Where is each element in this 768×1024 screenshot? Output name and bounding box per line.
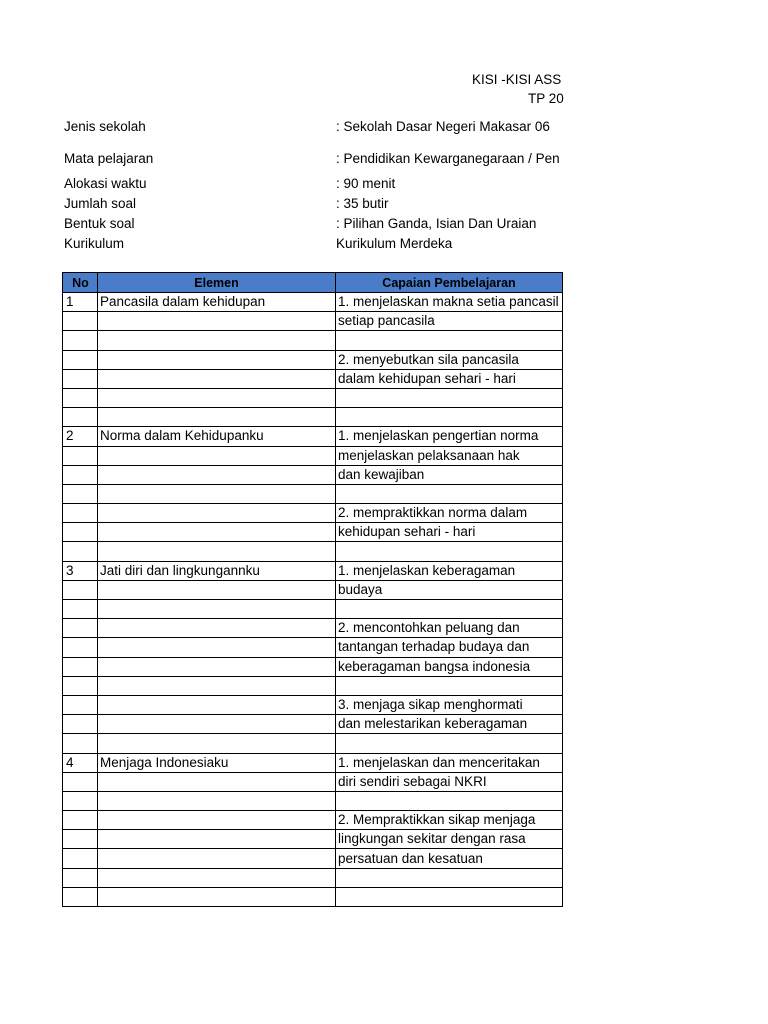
cell-elemen [98,465,336,484]
cell-capaian [336,542,563,561]
cell-capaian: lingkungan sekitar dengan rasa [336,830,563,849]
cell-elemen [98,312,336,331]
cell-no [63,830,98,849]
table-row [63,580,563,599]
cell-elemen [98,408,336,427]
table-row [63,331,563,350]
info-value-question-count: : 35 butir [336,196,389,211]
column-header-elemen: Elemen [98,273,336,293]
cell-capaian: menjelaskan pelaksanaan hak [336,446,563,465]
cell-elemen [98,734,336,753]
cell-elemen [98,791,336,810]
cell-no [63,676,98,695]
cell-elemen [98,369,336,388]
cell-no [63,734,98,753]
cell-capaian: 2. Mempraktikkan sikap menjaga [336,811,563,830]
table-row [63,715,563,734]
cell-elemen [98,887,336,906]
cell-elemen: Menjaga Indonesiaku [98,753,336,772]
cell-no [63,369,98,388]
cell-elemen [98,523,336,542]
table-row [63,638,563,657]
cell-capaian: budaya [336,580,563,599]
info-value-time: : 90 menit [336,176,396,191]
cell-elemen [98,811,336,830]
table-row [63,312,563,331]
cell-no [63,446,98,465]
cell-no [63,791,98,810]
cell-elemen [98,542,336,561]
table-row [63,465,563,484]
cell-elemen: Norma dalam Kehidupanku [98,427,336,446]
cell-capaian: 1. menjelaskan dan menceritakan [336,753,563,772]
table-row [63,427,563,446]
table-header-row [63,273,563,293]
cell-elemen [98,772,336,791]
cell-no [63,868,98,887]
cell-no: 3 [63,561,98,580]
cell-no [63,600,98,619]
cell-elemen [98,657,336,676]
table-row [63,504,563,523]
cell-capaian: 1. menjelaskan keberagaman [336,561,563,580]
table-row [63,734,563,753]
table-row [63,600,563,619]
info-value-school-type: : Sekolah Dasar Negeri Makasar 06 [336,119,550,134]
table-row [63,408,563,427]
cell-capaian [336,331,563,350]
table-row [63,293,563,312]
cell-no [63,504,98,523]
cell-no [63,312,98,331]
table-row [63,619,563,638]
cell-elemen [98,619,336,638]
cell-elemen [98,580,336,599]
cell-no: 2 [63,427,98,446]
cell-capaian [336,388,563,407]
cell-no [63,388,98,407]
info-label-question-count: Jumlah soal [64,196,137,211]
cell-elemen [98,504,336,523]
cell-capaian: persatuan dan kesatuan [336,849,563,868]
cell-elemen [98,446,336,465]
table-row [63,830,563,849]
info-value-curriculum: Kurikulum Merdeka [336,236,453,251]
info-value-subject: : Pendidikan Kewarganegaraan / Pen [336,151,560,166]
cell-capaian [336,734,563,753]
cell-capaian [336,600,563,619]
cell-elemen [98,350,336,369]
kisi-table [62,272,563,907]
document-subtitle: TP 20 [528,91,564,106]
cell-no [63,484,98,503]
cell-elemen [98,638,336,657]
document-title: KISI -KISI ASS [472,72,562,87]
cell-no: 1 [63,293,98,312]
info-label-school-type: Jenis sekolah [64,119,146,134]
cell-capaian [336,868,563,887]
cell-elemen [98,868,336,887]
cell-elemen [98,695,336,714]
cell-no: 4 [63,753,98,772]
cell-no [63,811,98,830]
cell-no [63,715,98,734]
table-row [63,388,563,407]
cell-capaian: 1. menjelaskan pengertian norma [336,427,563,446]
cell-capaian: 1. menjelaskan makna setia pancasil [336,293,563,312]
cell-no [63,331,98,350]
column-header-capaian: Capaian Pembelajaran [336,273,563,293]
table-row [63,542,563,561]
table-row [63,676,563,695]
info-label-subject: Mata pelajaran [64,151,154,166]
cell-no [63,772,98,791]
cell-capaian: 2. mempraktikkan norma dalam [336,504,563,523]
cell-capaian: 2. mencontohkan peluang dan [336,619,563,638]
cell-elemen [98,849,336,868]
cell-no [63,350,98,369]
table-row [63,868,563,887]
cell-elemen [98,830,336,849]
info-label-curriculum: Kurikulum [64,236,125,251]
cell-capaian [336,791,563,810]
table-row [63,523,563,542]
cell-no [63,695,98,714]
info-label-question-form: Bentuk soal [64,216,135,231]
cell-capaian: dalam kehidupan sehari - hari [336,369,563,388]
cell-elemen [98,676,336,695]
cell-capaian [336,484,563,503]
cell-capaian: 2. menyebutkan sila pancasila [336,350,563,369]
info-label-time: Alokasi waktu [64,176,147,191]
cell-no [63,849,98,868]
cell-capaian [336,408,563,427]
cell-capaian: dan kewajiban [336,465,563,484]
table-row [63,849,563,868]
table-row [63,695,563,714]
table-row [63,887,563,906]
cell-elemen [98,388,336,407]
cell-capaian: setiap pancasila [336,312,563,331]
table-row [63,657,563,676]
cell-no [63,523,98,542]
table-row [63,753,563,772]
cell-elemen: Jati diri dan lingkungannku [98,561,336,580]
cell-capaian: keberagaman bangsa indonesia [336,657,563,676]
cell-no [63,580,98,599]
cell-capaian: diri sendiri sebagai NKRI [336,772,563,791]
cell-capaian: 3. menjaga sikap menghormati [336,695,563,714]
cell-no [63,542,98,561]
cell-no [63,657,98,676]
cell-elemen [98,484,336,503]
cell-capaian: tantangan terhadap budaya dan [336,638,563,657]
table-row [63,350,563,369]
table-row [63,791,563,810]
cell-capaian: kehidupan sehari - hari [336,523,563,542]
table-row [63,561,563,580]
cell-no [63,638,98,657]
column-header-no: No [63,273,98,293]
cell-no [63,465,98,484]
cell-no [63,619,98,638]
info-value-question-form: : Pilihan Ganda, Isian Dan Uraian [336,216,537,231]
cell-elemen: Pancasila dalam kehidupan [98,293,336,312]
cell-elemen [98,715,336,734]
cell-elemen [98,600,336,619]
cell-no [63,887,98,906]
cell-capaian [336,676,563,695]
cell-no [63,408,98,427]
table-row [63,484,563,503]
table-row [63,446,563,465]
table-body [63,293,563,907]
table-row [63,369,563,388]
cell-elemen [98,331,336,350]
table-row [63,811,563,830]
table-row [63,772,563,791]
cell-capaian: dan melestarikan keberagaman [336,715,563,734]
cell-capaian [336,887,563,906]
